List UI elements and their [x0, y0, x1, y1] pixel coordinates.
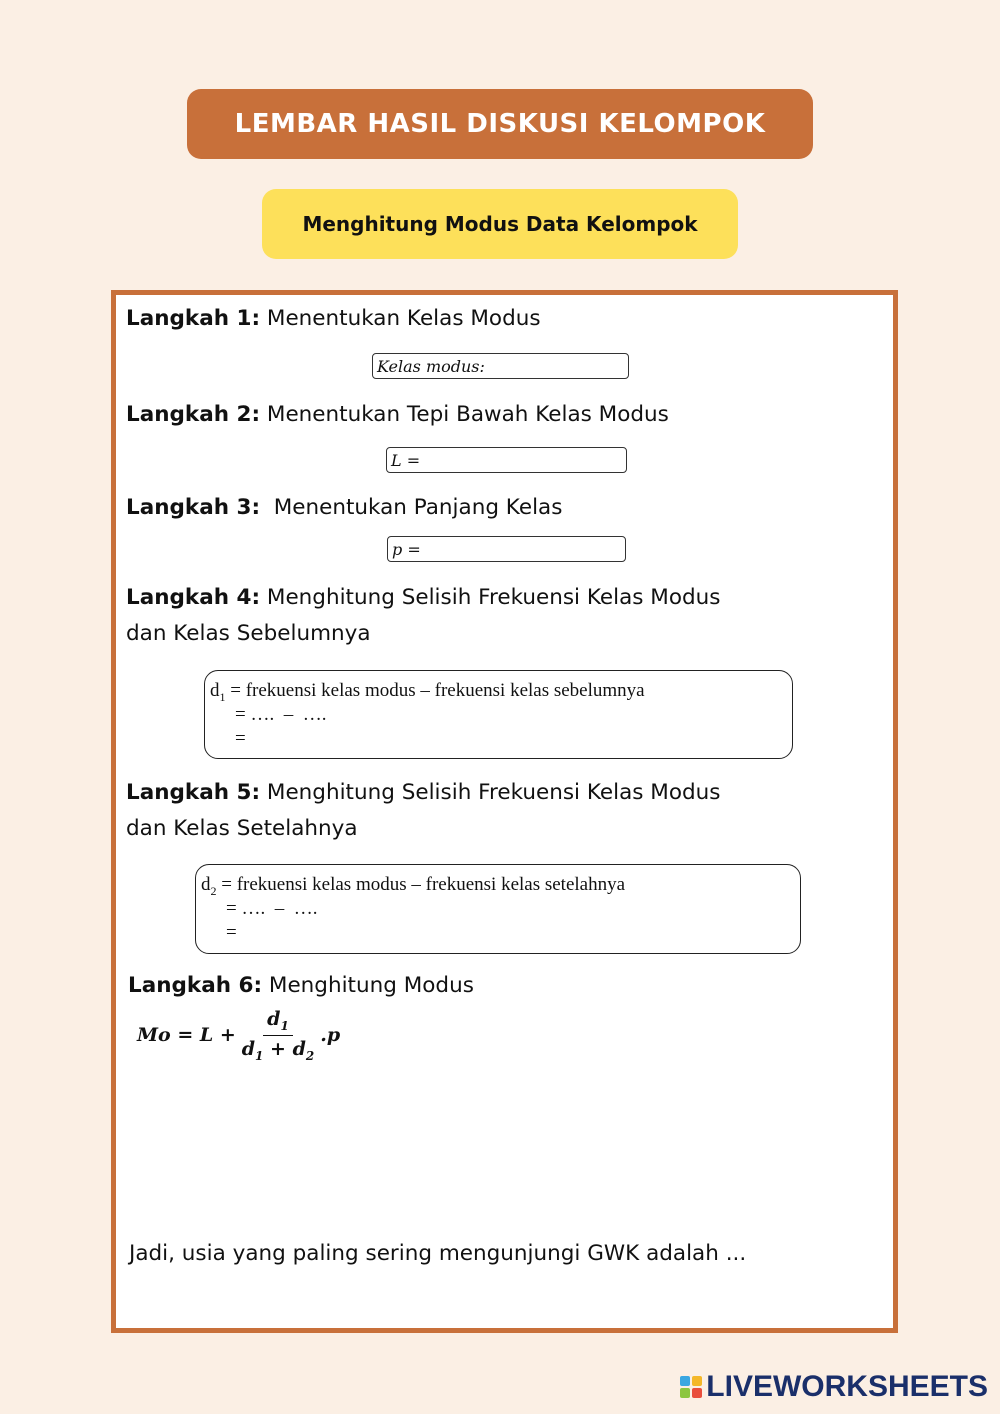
- d1-calculation-box[interactable]: [204, 670, 793, 759]
- step-1-label: Langkah 1:: [126, 306, 261, 331]
- step-5-label: Langkah 5:: [126, 780, 261, 805]
- step-3-label: Langkah 3:: [126, 495, 261, 520]
- step-2-heading: [126, 397, 669, 433]
- step-4-text: Menghitung Selisih Frekuensi Kelas Modus: [260, 585, 721, 610]
- step-2-text: Menentukan Tepi Bawah Kelas Modus: [260, 402, 669, 427]
- panjang-kelas-input[interactable]: [387, 536, 626, 562]
- panjang-kelas-label: p =: [392, 540, 421, 559]
- kelas-modus-label: Kelas modus:: [377, 357, 485, 376]
- formula-tail: .p: [320, 1024, 341, 1047]
- d2-calculation-box[interactable]: [195, 864, 801, 954]
- watermark-text: LIVEWORKSHEETS: [706, 1370, 988, 1403]
- step-5-text: Menghitung Selisih Frekuensi Kelas Modus: [260, 780, 721, 805]
- page-subtitle: Menghitung Modus Data Kelompok: [302, 212, 698, 236]
- liveworksheets-watermark: [680, 1370, 988, 1404]
- step-4-heading: [126, 580, 720, 652]
- step-5-text-2: dan Kelas Setelahnya: [126, 816, 358, 841]
- step-3-heading: [126, 490, 562, 526]
- title-banner: [187, 89, 813, 159]
- page-title: LEMBAR HASIL DISKUSI KELOMPOK: [234, 109, 766, 139]
- step-6-label: Langkah 6:: [128, 973, 263, 998]
- step-4-text-2: dan Kelas Sebelumnya: [126, 621, 371, 646]
- formula-numerator: $d_1$: [263, 1008, 293, 1036]
- modus-formula: [137, 1008, 340, 1063]
- formula-denominator: $d_1 + d_2$: [241, 1037, 315, 1063]
- d2-substitution: = …. – ….: [226, 898, 318, 919]
- formula-fraction: [242, 1008, 314, 1063]
- step-6-text: Menghitung Modus: [262, 973, 474, 998]
- liveworksheets-logo-icon: [680, 1376, 702, 1398]
- kelas-modus-input[interactable]: [372, 353, 629, 379]
- d2-definition: $d_2$ = frekuensi kelas modus – frekuensi kelas setelahnya: [201, 874, 626, 898]
- step-5-heading: [126, 775, 720, 847]
- conclusion-text: Jadi, usia yang paling sering mengunjungi GWK adalah ...: [129, 1241, 747, 1266]
- d2-result: =: [226, 922, 237, 943]
- step-1-text: Menentukan Kelas Modus: [260, 306, 541, 331]
- tepi-bawah-input[interactable]: [386, 447, 627, 473]
- d1-result: =: [235, 728, 246, 749]
- step-4-label: Langkah 4:: [126, 585, 261, 610]
- formula-lhs: Mo = L +: [137, 1024, 236, 1047]
- step-3-text: Menentukan Panjang Kelas: [260, 495, 563, 520]
- d1-definition: $d_1$ = frekuensi kelas modus – frekuensi kelas sebelumnya: [210, 680, 645, 704]
- step-1-heading: [126, 301, 541, 337]
- step-6-heading: [128, 968, 474, 1004]
- d1-substitution: = …. – ….: [235, 704, 327, 725]
- tepi-bawah-label: L =: [391, 451, 421, 470]
- subtitle-banner: [262, 189, 738, 259]
- step-2-label: Langkah 2:: [126, 402, 261, 427]
